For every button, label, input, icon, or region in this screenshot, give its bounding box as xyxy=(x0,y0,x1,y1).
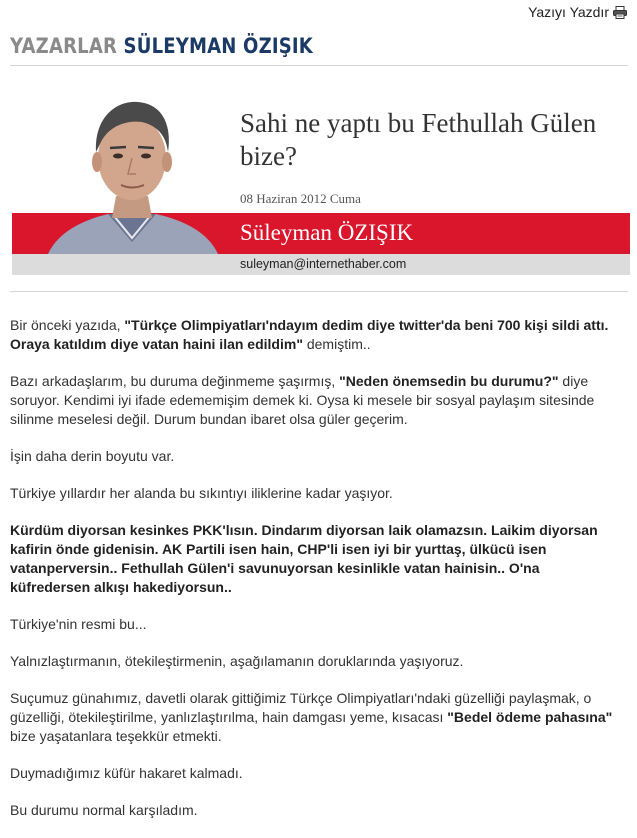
author-photo xyxy=(38,92,224,254)
paragraph: İşin daha derin boyutu var. xyxy=(10,448,175,464)
paragraph: Kürdüm diyorsan kesinkes PKK'lısın. Dindarım diyorsan laik olamazsın. Laikim diyorsan kafirin önde gidenisin. AK Partili isen hain, CHP'li isen iyi bir yurttaş, ülkücü isen vatanperversin.. Fethullah Gülen'i savunuyorsan kesinlikle vatan hainisin.. O'na küfredersen alkışı hakediyorsun.. xyxy=(10,522,598,595)
header-divider xyxy=(10,65,628,66)
print-article-link[interactable] xyxy=(528,4,627,20)
section-author[interactable]: SÜLEYMAN ÖZIŞIK xyxy=(123,34,313,58)
printer-icon xyxy=(613,6,627,19)
body-divider xyxy=(10,291,628,292)
paragraph: Türkiye yıllardır her alanda bu sıkıntıyı iliklerine kadar yaşıyor. xyxy=(10,485,393,501)
author-email[interactable]: suleyman@internethaber.com xyxy=(240,257,407,271)
paragraph: Suçumuz günahımız, davetli olarak gittiğimiz Türkçe Olimpiyatları'ndaki güzelliği paylaşmak, o güzelliği, ötekileştirilme, yanlızlaştırılma, hain damgası yeme, kısacası "Bedel ödeme pahasına" bize yaşatanlara teşekkür etmekti. xyxy=(10,690,613,744)
paragraph: Bu durumu normal karşıladım. xyxy=(10,802,198,818)
print-label: Yazıyı Yazdır xyxy=(528,4,609,20)
paragraph: Duymadığımız küfür hakaret kalmadı. xyxy=(10,765,243,781)
author-name[interactable]: Süleyman ÖZIŞIK xyxy=(240,220,414,245)
article-date: 08 Haziran 2012 Cuma xyxy=(240,191,361,206)
paragraph: Yalnızlaştırmanın, ötekileştirmenin, aşağılamanın doruklarında yaşıyoruz. xyxy=(10,653,464,669)
section-name[interactable]: YAZARLAR xyxy=(10,34,118,58)
section-heading xyxy=(10,34,313,58)
paragraph: Türkiye'nin resmi bu... xyxy=(10,616,147,632)
paragraph: Bazı arkadaşlarım, bu duruma değinmeme şaşırmış, "Neden önemsedin bu durumu?" diye soruyor. Kendimi iyi ifade edememişim demek ki. Oysa ki mesele bir sosyal paylaşım sitesinde silinme meselesi değil. Durum bundan ibaret olsa güler geçerim. xyxy=(10,373,595,427)
article-body xyxy=(10,316,622,838)
paragraph: Bir önceki yazıda, "Türkçe Olimpiyatları'ndayım dedim diye twitter'da beni 700 kişi sildi attı. Oraya katıldım diye vatan haini ilan edildim" demiştim.. xyxy=(10,317,609,352)
article-title: Sahi ne yaptı bu Fethullah Gülen bize? xyxy=(240,108,597,171)
